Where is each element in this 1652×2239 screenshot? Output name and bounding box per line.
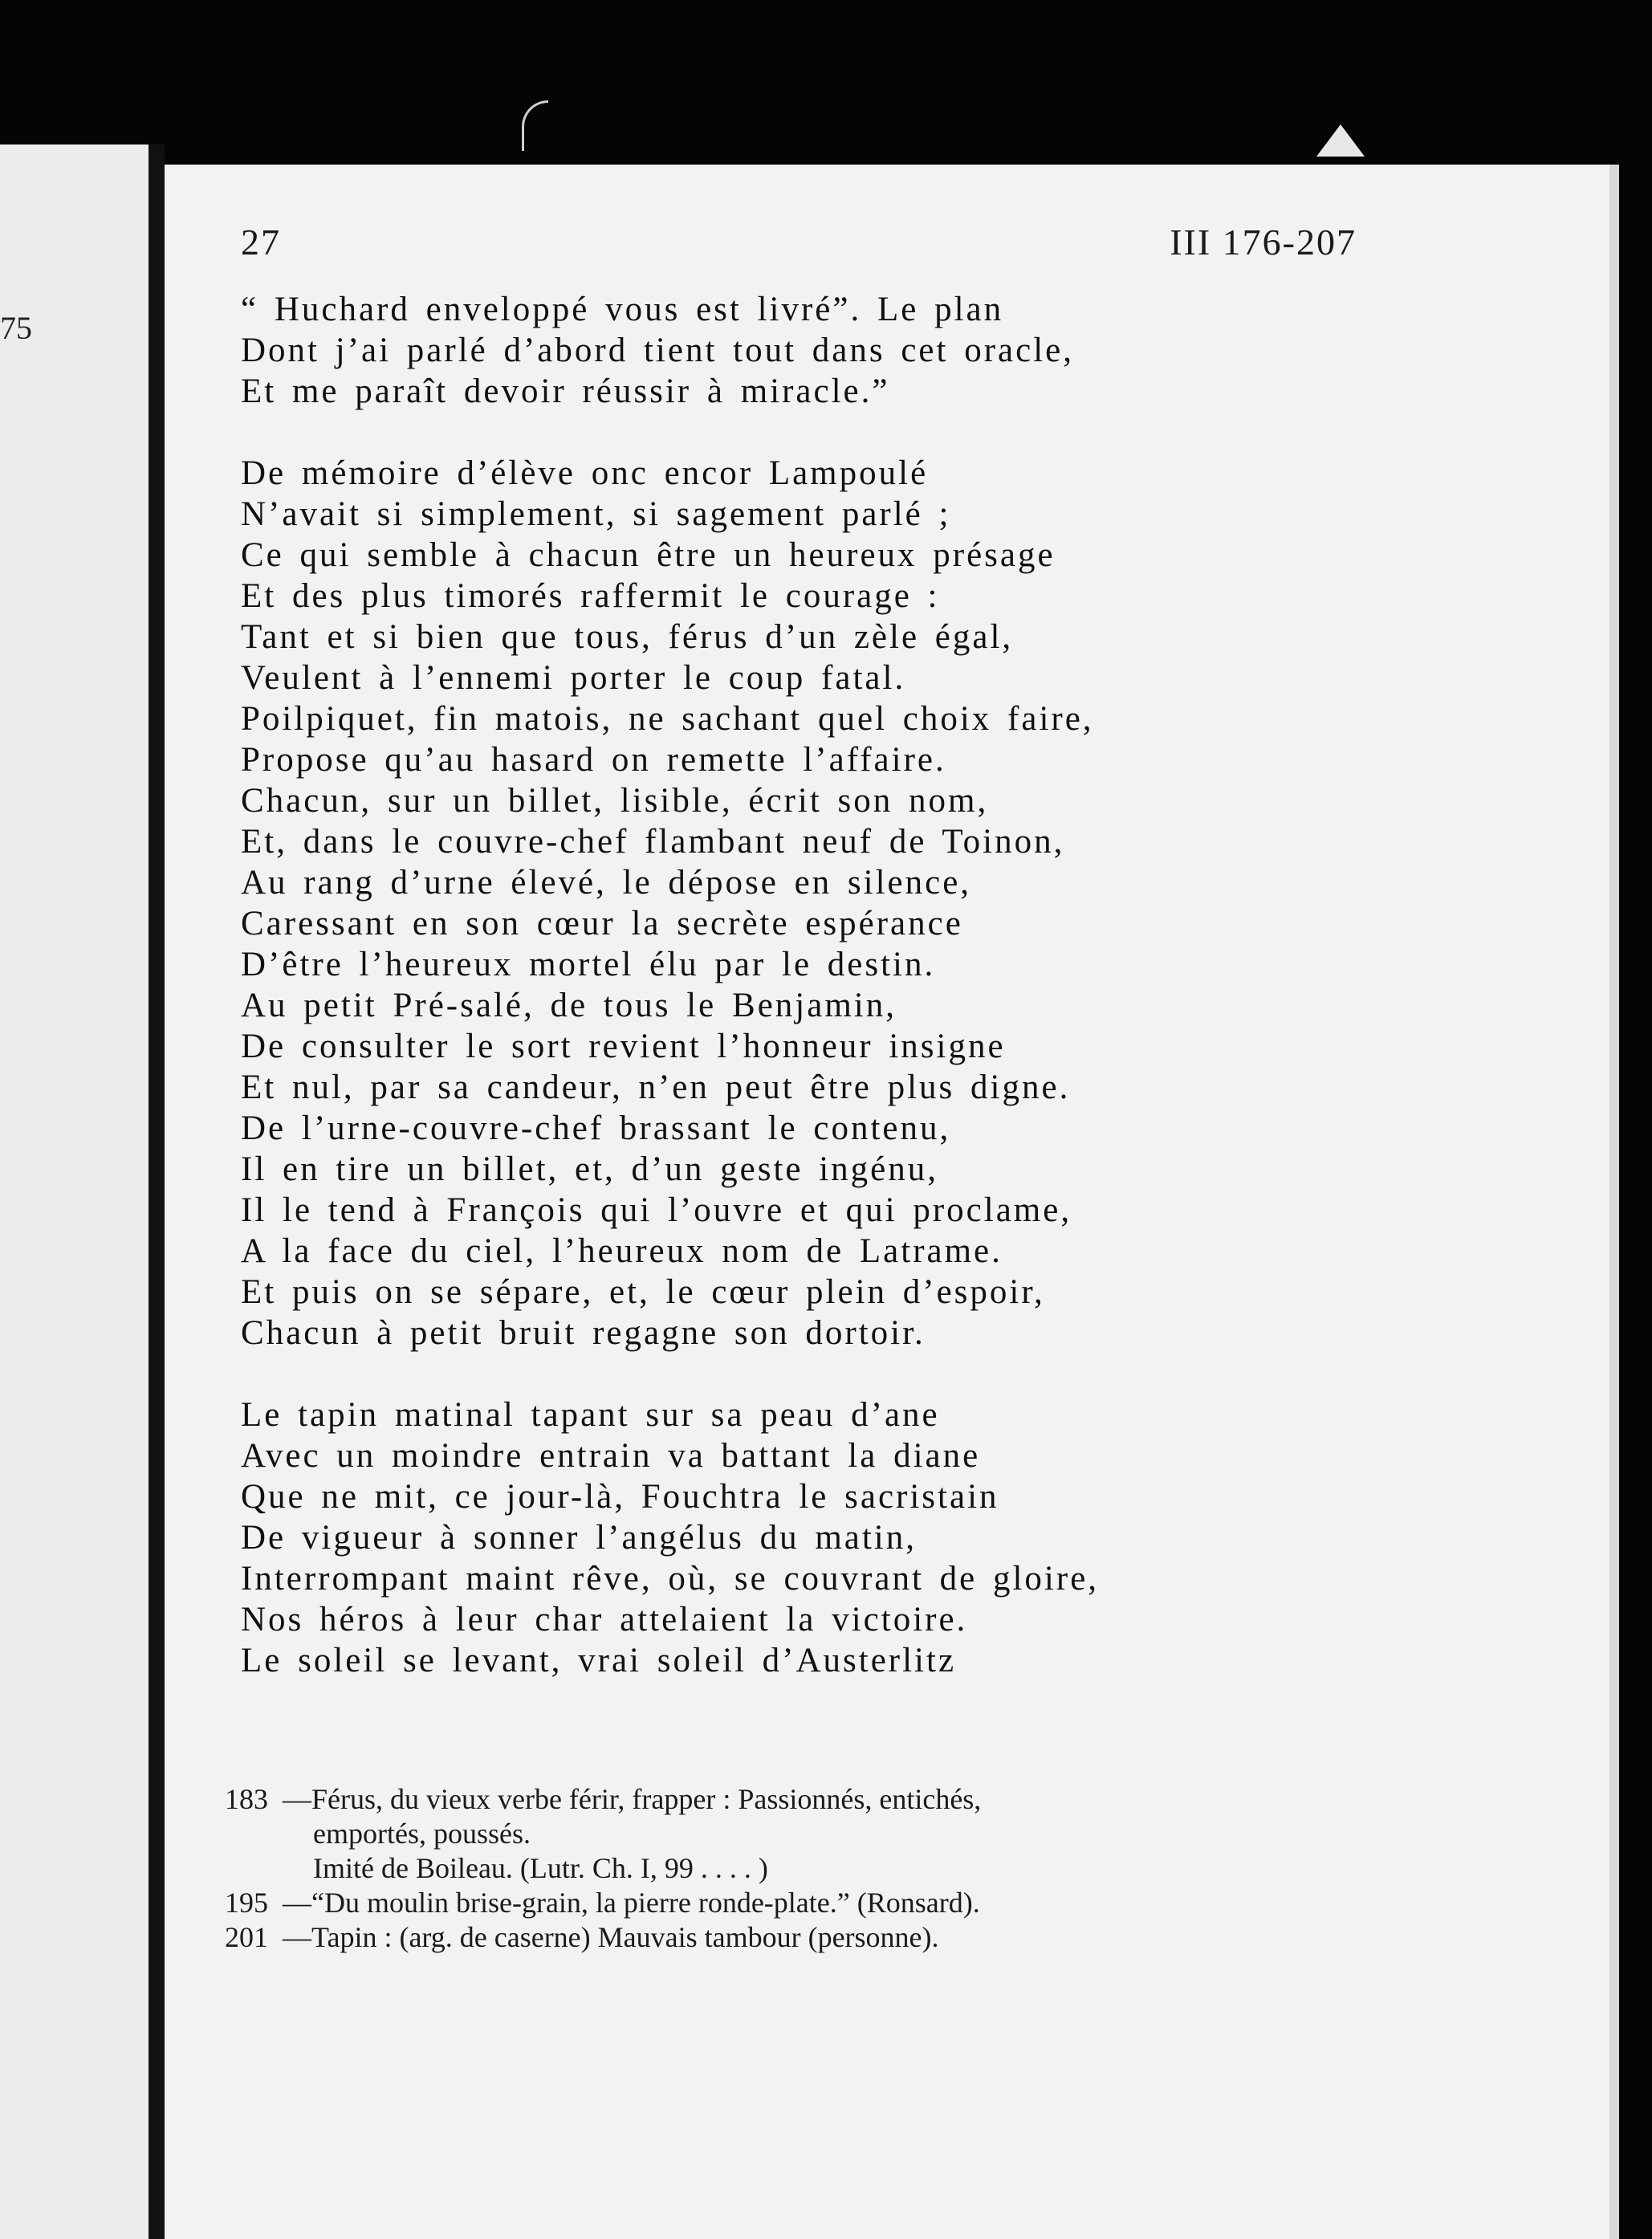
- verse-line: “ Huchard enveloppé vous est livré”. Le plan: [241, 291, 1004, 328]
- verse-line: Le soleil se levant, vrai soleil d’Austerlitz: [241, 1642, 957, 1679]
- stanza: [241, 289, 1525, 412]
- verse-line: Et me paraît devoir réussir à miracle.”: [241, 372, 890, 410]
- verse-line: D’être l’heureux mortel élu par le destin.: [241, 946, 936, 983]
- footnote-text: Férus, du vieux verbe férir, frapper : Passionnés, entichés,: [311, 1783, 982, 1815]
- footnote-number: 183: [225, 1783, 268, 1815]
- verse-line: De vigueur à sonner l’angélus du matin,: [241, 1519, 918, 1557]
- verse-line: Dont j’ai parlé d’abord tient tout dans cet oracle,: [241, 332, 1074, 369]
- verse-line: Veulent à l’ennemi porter le coup fatal.: [241, 659, 906, 697]
- footnotes: [225, 1782, 1573, 1955]
- running-head: [241, 221, 1357, 269]
- verse-line: De mémoire d’élève onc encor Lampoulé: [241, 454, 929, 492]
- verse-line: Le tapin matinal tapant sur sa peau d’ane: [241, 1396, 940, 1434]
- verse-line: Chacun à petit bruit regagne son dortoir.: [241, 1314, 926, 1352]
- scan-corner-triangle: [1316, 124, 1365, 157]
- verse-line: Il en tire un billet, et, d’un geste ingénu,: [241, 1150, 939, 1188]
- verse-line: N’avait si simplement, si sagement parlé ;: [241, 495, 951, 533]
- footnote-continuation: Imité de Boileau. (Lutr. Ch. I, 99 . . . . ): [313, 1852, 768, 1884]
- book-gutter: [149, 145, 165, 2239]
- verse-line: Propose qu’au hasard on remette l’affaire.: [241, 741, 946, 779]
- verse-line: Avec un moindre entrain va battant la diane: [241, 1437, 981, 1475]
- verse-line: Et nul, par sa candeur, n’en peut être plus digne.: [241, 1069, 1071, 1106]
- footnote-continuation: emportés, poussés.: [313, 1818, 531, 1850]
- verse-line: Ce qui semble à chacun être un heureux présage: [241, 536, 1056, 574]
- verse-line: Et, dans le couvre-chef flambant neuf de Toinon,: [241, 823, 1065, 861]
- footnote: [225, 1920, 1573, 1955]
- footnote-text: Tapin : (arg. de caserne) Mauvais tambour (personne).: [311, 1921, 939, 1953]
- verse-line: Interrompant maint rêve, où, se couvrant de gloire,: [241, 1560, 1100, 1598]
- page-number: 27: [241, 222, 281, 263]
- stanza: [241, 453, 1525, 1354]
- footnote-dash: —: [283, 1887, 311, 1919]
- footnote-dash: —: [283, 1921, 311, 1953]
- poem-body: [241, 289, 1525, 1722]
- footnote: [225, 1886, 1573, 1920]
- stanza: [241, 1394, 1525, 1681]
- footnote-text: “Du moulin brise-grain, la pierre ronde-plate.” (Ronsard).: [311, 1887, 980, 1919]
- verse-line: Et puis on se sépare, et, le cœur plein d’espoir,: [241, 1273, 1045, 1311]
- footnote: [225, 1782, 1573, 1817]
- left-page-edge: [0, 145, 149, 2239]
- verse-line: Poilpiquet, fin matois, ne sachant quel choix faire,: [241, 700, 1094, 738]
- verse-line: Et des plus timorés raffermit le courage :: [241, 577, 940, 615]
- footnote-dash: —: [283, 1783, 311, 1815]
- verse-line: Tant et si bien que tous, férus d’un zèle égal,: [241, 618, 1014, 656]
- verse-line: Que ne mit, ce jour-là, Fouchtra le sacristain: [241, 1478, 999, 1516]
- verse-line: Nos héros à leur char attelaient la victoire.: [241, 1601, 968, 1639]
- verse-line: Au rang d’urne élevé, le dépose en silence,: [241, 864, 972, 902]
- verse-line: Il le tend à François qui l’ouvre et qui proclame,: [241, 1191, 1072, 1229]
- verse-line: A la face du ciel, l’heureux nom de Latrame.: [241, 1232, 1003, 1270]
- scan-artifact-mark: [522, 100, 548, 151]
- verse-line: De l’urne-couvre-chef brassant le contenu,: [241, 1109, 951, 1147]
- verse-line: Au petit Pré-salé, de tous le Benjamin,: [241, 987, 897, 1024]
- verse-line: De consulter le sort revient l’honneur insigne: [241, 1028, 1006, 1065]
- left-page-margin-number: 75: [0, 310, 32, 346]
- verse-line: Caressant en son cœur la secrète espérance: [241, 905, 963, 942]
- line-range: III 176-207: [1170, 222, 1357, 263]
- footnote-number: 195: [225, 1887, 268, 1919]
- verse-line: Chacun, sur un billet, lisible, écrit son nom,: [241, 782, 989, 820]
- page-edge: [1609, 165, 1619, 2239]
- footnote-number: 201: [225, 1921, 268, 1953]
